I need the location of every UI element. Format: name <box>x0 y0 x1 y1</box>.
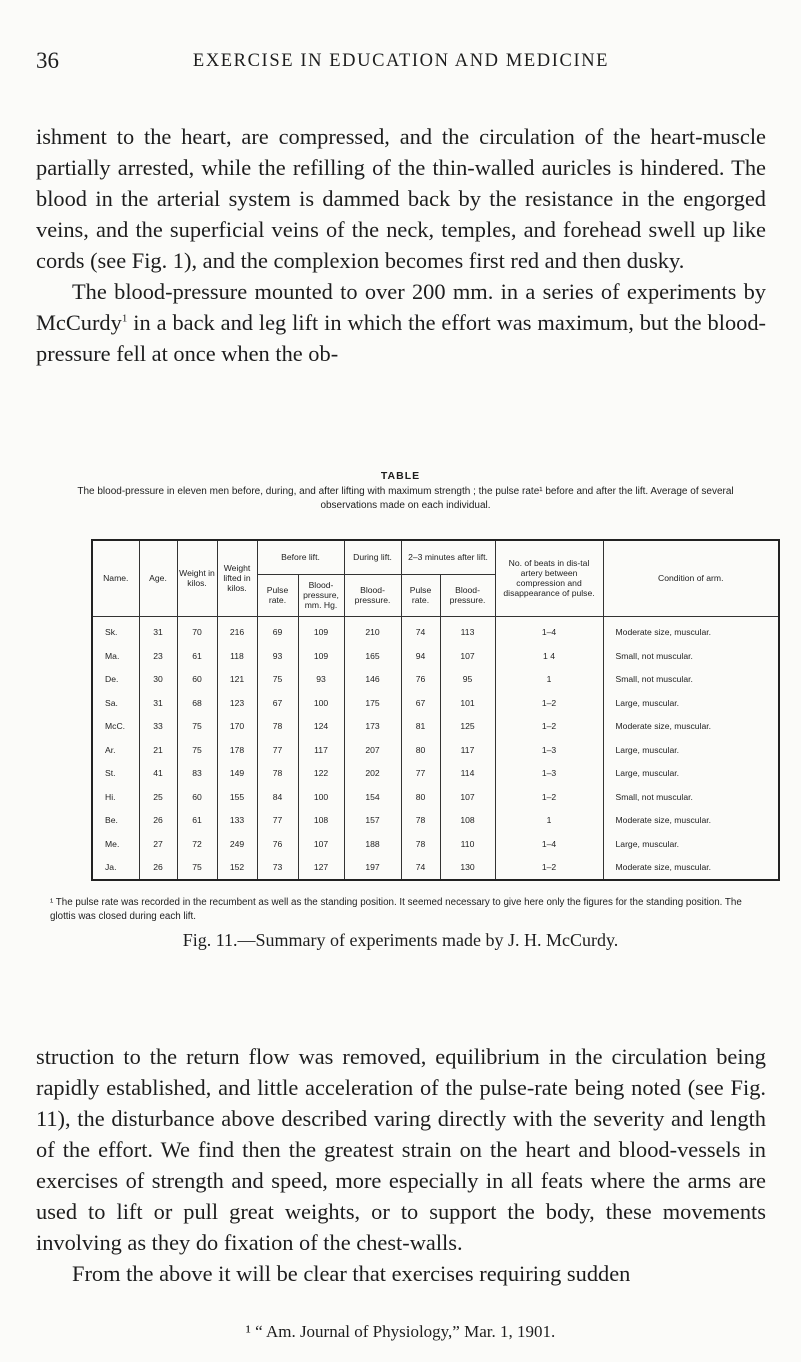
table-cell: 109 <box>298 644 344 667</box>
table-row <box>92 668 779 691</box>
table-cell: 108 <box>440 808 495 831</box>
header-condition: Condition of arm. <box>603 540 779 616</box>
header-bp-after: Blood-pressure. <box>440 574 495 616</box>
table-cell: 123 <box>217 691 257 714</box>
table-cell: 1 <box>495 668 603 691</box>
table-cell: 114 <box>440 762 495 785</box>
table-cell: Ar. <box>92 738 139 761</box>
table-cell: 78 <box>401 808 440 831</box>
table-cell: 1 4 <box>495 644 603 667</box>
table-row <box>92 616 779 644</box>
table-cell: 165 <box>344 644 401 667</box>
table-cell: Small, not muscular. <box>603 668 779 691</box>
table-row <box>92 644 779 667</box>
header-pulse-after: Pulse rate. <box>401 574 440 616</box>
table-cell: 27 <box>139 832 177 855</box>
table-cell: 23 <box>139 644 177 667</box>
table-cell: 117 <box>298 738 344 761</box>
table-cell: 74 <box>401 855 440 880</box>
table-row <box>92 785 779 808</box>
table-cell: 61 <box>177 808 217 831</box>
footnote-ref: 1 <box>121 312 128 325</box>
table-cell: 157 <box>344 808 401 831</box>
table-cell: Hi. <box>92 785 139 808</box>
table-cell: 117 <box>440 738 495 761</box>
table-row <box>92 762 779 785</box>
table-cell: De. <box>92 668 139 691</box>
table-cell: 130 <box>440 855 495 880</box>
table-cell: 1 <box>495 808 603 831</box>
table-cell: 1–3 <box>495 762 603 785</box>
table-cell: 72 <box>177 832 217 855</box>
header-before-lift: Before lift. <box>257 540 344 574</box>
header-age: Age. <box>139 540 177 616</box>
table-cell: 154 <box>344 785 401 808</box>
table-cell: Moderate size, muscular. <box>603 715 779 738</box>
table-cell: 69 <box>257 616 298 644</box>
header-after-lift: 2–3 minutes after lift. <box>401 540 495 574</box>
table-cell: 31 <box>139 616 177 644</box>
page-header <box>36 48 766 78</box>
table-body <box>92 616 779 880</box>
table-cell: 100 <box>298 691 344 714</box>
table-cell: 60 <box>177 668 217 691</box>
table-cell: Me. <box>92 832 139 855</box>
table-cell: 118 <box>217 644 257 667</box>
table-cell: 170 <box>217 715 257 738</box>
table-row <box>92 808 779 831</box>
table-row <box>92 738 779 761</box>
table-cell: 109 <box>298 616 344 644</box>
table-cell: Ja. <box>92 855 139 880</box>
header-beats: No. of beats in dis-tal artery between compression and disappearance of pulse. <box>495 540 603 616</box>
table-cell: 110 <box>440 832 495 855</box>
header-pulse-rate: Pulse rate. <box>257 574 298 616</box>
table-cell: 93 <box>257 644 298 667</box>
table-label: TABLE <box>380 470 421 482</box>
table-row <box>92 691 779 714</box>
table-cell: 80 <box>401 738 440 761</box>
paragraph-text: in a back and leg lift in which the effort was maximum, but the blood-pressure fell at once when the ob- <box>36 310 766 366</box>
table-cell: 121 <box>217 668 257 691</box>
header-weight: Weight in kilos. <box>177 540 217 616</box>
data-table <box>91 539 780 881</box>
table-cell: Sa. <box>92 691 139 714</box>
table-cell: 75 <box>257 668 298 691</box>
table-cell: 173 <box>344 715 401 738</box>
table-cell: Be. <box>92 808 139 831</box>
table-cell: 1–2 <box>495 785 603 808</box>
table-cell: 67 <box>401 691 440 714</box>
figure-caption: Fig. 11.—Summary of experiments made by J. H. McCurdy. <box>182 930 619 950</box>
table-row <box>92 715 779 738</box>
table-cell: 75 <box>177 738 217 761</box>
table-cell: St. <box>92 762 139 785</box>
table-cell: 78 <box>257 715 298 738</box>
table-cell: Large, muscular. <box>603 832 779 855</box>
table-cell: Moderate size, muscular. <box>603 855 779 880</box>
table-cell: 207 <box>344 738 401 761</box>
page-footnote: ¹ “ Am. Journal of Physiology,” Mar. 1, 1901. <box>245 1322 556 1341</box>
table-cell: 101 <box>440 691 495 714</box>
table-cell: 73 <box>257 855 298 880</box>
table-cell: 81 <box>401 715 440 738</box>
table-cell: 41 <box>139 762 177 785</box>
table-cell: 107 <box>440 785 495 808</box>
header-bp-mm: Blood-pressure, mm. Hg. <box>298 574 344 616</box>
table-cell: 76 <box>257 832 298 855</box>
table-cell: 202 <box>344 762 401 785</box>
header-during-lift: During lift. <box>344 540 401 574</box>
table-cell: 125 <box>440 715 495 738</box>
table-cell: 95 <box>440 668 495 691</box>
page-number: 36 <box>36 48 59 73</box>
table-cell: 146 <box>344 668 401 691</box>
paragraph-mccurdy <box>36 276 766 369</box>
table-cell: 61 <box>177 644 217 667</box>
table-cell: 68 <box>177 691 217 714</box>
table-cell: 216 <box>217 616 257 644</box>
table-cell: 78 <box>257 762 298 785</box>
table-cell: 78 <box>401 832 440 855</box>
table-cell: 84 <box>257 785 298 808</box>
table-cell: 178 <box>217 738 257 761</box>
table-cell: 67 <box>257 691 298 714</box>
table-cell: 100 <box>298 785 344 808</box>
header-bp-during: Blood-pressure. <box>344 574 401 616</box>
table-cell: 77 <box>257 808 298 831</box>
table-cell: 26 <box>139 808 177 831</box>
header-weight-lifted: Weight lifted in kilos. <box>217 540 257 616</box>
table-cell: 155 <box>217 785 257 808</box>
table-cell: 74 <box>401 616 440 644</box>
table-cell: 77 <box>401 762 440 785</box>
paragraph-text: The blood-pressure mounted to over 200 mm. in a series of experiments by McCurdy <box>36 279 766 335</box>
table-cell: Small, not muscular. <box>603 644 779 667</box>
table-cell: Moderate size, muscular. <box>603 616 779 644</box>
table-cell: 149 <box>217 762 257 785</box>
table-cell: Large, muscular. <box>603 738 779 761</box>
table-cell: 188 <box>344 832 401 855</box>
table-cell: 107 <box>440 644 495 667</box>
table-cell: Sk. <box>92 616 139 644</box>
paragraph-block-2 <box>36 1041 766 1289</box>
table-cell: 197 <box>344 855 401 880</box>
table-cell: 124 <box>298 715 344 738</box>
header-name: Name. <box>92 540 139 616</box>
table-cell: 80 <box>401 785 440 808</box>
paragraph-continued: struction to the return flow was removed, equilibrium in the circulation being rapidly established, and little acceleration of the pulse-rate being noted (see Fig. 11), the disturbance above described varing directly with the severity and length of the effort. We find then the greatest strain on the heart and blood-vessels in exercises of strength and speed, more especially in all feats where the arms are used to lift or pull great weights, or to support the body, these movements involving as they do fixation of the chest-walls. <box>36 1044 766 1255</box>
table-cell: 127 <box>298 855 344 880</box>
table-cell: Moderate size, muscular. <box>603 808 779 831</box>
table-cell: 30 <box>139 668 177 691</box>
table-cell: 75 <box>177 715 217 738</box>
table-cell: 26 <box>139 855 177 880</box>
table-cell: 1–3 <box>495 738 603 761</box>
running-title: EXERCISE IN EDUCATION AND MEDICINE <box>192 51 610 71</box>
table-cell: 1–2 <box>495 855 603 880</box>
table-cell: 113 <box>440 616 495 644</box>
table-cell: 1–2 <box>495 691 603 714</box>
table-cell: 60 <box>177 785 217 808</box>
table-cell: 77 <box>257 738 298 761</box>
table-cell: 70 <box>177 616 217 644</box>
table-footnote: ¹ The pulse rate was recorded in the recumbent as well as the standing position. It seemed necessary to give here only the figures for the standing position. The glottis was closed during each lift. <box>50 897 742 922</box>
table-cell: 21 <box>139 738 177 761</box>
table-cell: 249 <box>217 832 257 855</box>
table-cell: McC. <box>92 715 139 738</box>
table-cell: 75 <box>177 855 217 880</box>
table-cell: 133 <box>217 808 257 831</box>
table-cell: 108 <box>298 808 344 831</box>
table-cell: 1–4 <box>495 616 603 644</box>
paragraph-continued: ishment to the heart, are compressed, and the circulation of the heart-muscle partially arrested, while the refilling of the thin-walled auricles is hindered. The blood in the arterial system is dammed back by the resistance in the engorged veins, and the superficial veins of the neck, temples, and forehead swell up like cords (see Fig. 1), and the complexion becomes first red and then dusky. <box>36 124 766 273</box>
table-cell: 31 <box>139 691 177 714</box>
table-cell: 33 <box>139 715 177 738</box>
table-cell: 93 <box>298 668 344 691</box>
table-cell: 175 <box>344 691 401 714</box>
paragraph-block-1 <box>36 121 766 369</box>
table-caption: The blood-pressure in eleven men before, during, and after lifting with maximum strength ; the pulse rate¹ before and after the lift. Average of several observations made on each individual. <box>77 486 734 511</box>
table-cell: 25 <box>139 785 177 808</box>
table-row <box>92 855 779 880</box>
table-cell: Large, muscular. <box>603 762 779 785</box>
table-cell: 152 <box>217 855 257 880</box>
table-cell: Small, not muscular. <box>603 785 779 808</box>
table-cell: 210 <box>344 616 401 644</box>
table-cell: Ma. <box>92 644 139 667</box>
paragraph-exercises: From the above it will be clear that exercises requiring sudden <box>72 1261 631 1286</box>
table-cell: 1–4 <box>495 832 603 855</box>
table-cell: 122 <box>298 762 344 785</box>
table-container <box>91 539 780 881</box>
table-cell: 83 <box>177 762 217 785</box>
table-cell: 76 <box>401 668 440 691</box>
table-cell: 1–2 <box>495 715 603 738</box>
table-row <box>92 832 779 855</box>
table-cell: 94 <box>401 644 440 667</box>
table-cell: Large, muscular. <box>603 691 779 714</box>
table-cell: 107 <box>298 832 344 855</box>
